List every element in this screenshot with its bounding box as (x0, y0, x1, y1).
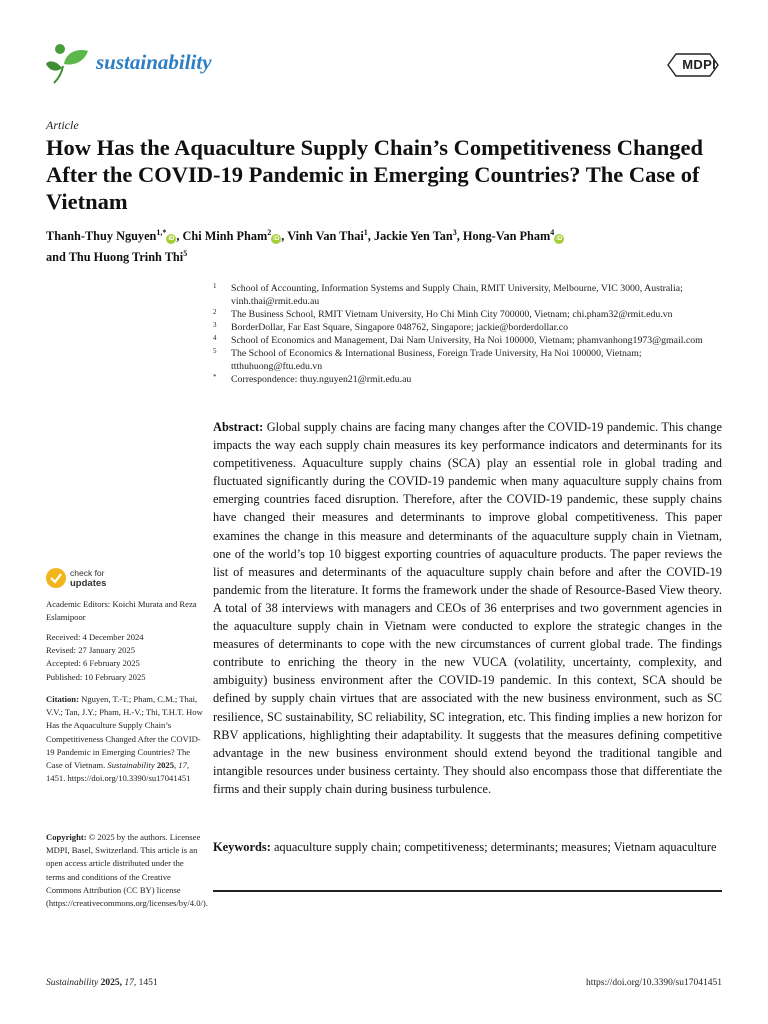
footer-article: 1451 (138, 978, 158, 988)
affiliation-num: 1 (213, 282, 217, 290)
abstract-label: Abstract: (213, 420, 264, 434)
received-date: Received: 4 December 2024 (46, 632, 144, 642)
affiliation-text: The School of Economics & International Business, Foreign Trade University, Ha Noi 100000, Vietnam; ttthuhuong@ftu.edu.vn (231, 348, 642, 372)
article-title: How Has the Aquaculture Supply Chain’s Competitiveness Changed After the COVID-19 Pandemic in Emerging Countries? The Case of Vietnam (46, 135, 703, 214)
abstract-text: Global supply chains are facing many changes after the COVID-19 pandemic. This change impacts the way each supply chain measures its key performance indicators and determinants for its competitiveness. Aquaculture supply chains (SCA) play an essential role in global trading and fluctuated significantly during the COVID-19 pandemic when many aquaculture supply chains from emerging countries faced disruption. Therefore, after the COVID-19 pandemic, these supply chains have changed their measures and determinants to improve global competitiveness. This paper examines the change in this measure and determinants of the aquaculture supply chain in Vietnam, one of the world’s top 10 biggest exporting countries of aquaculture products. The paper reviews the list of measures and determinants of the aquaculture supply chain before and after the COVID-19 pandemic from the literature. It forms the framework under the shade of Resource-Based View theory. A total of 38 interviews with managers and CEOs of 36 enterprises and two government agencies in the aquaculture supply chain in Vietnam were conducted to explore the strategic changes in the measures of determinants to cope with the new circumstances of current global trade. The findings contribute to enriching the theory in the new VUCA (volatility, uncertainty, complexity, and ambiguity) business environment after the COVID-19 pandemic. In this context, SCA should be defined by supply chain virtues that are associated with the new business environment, such as SC resilience, SC sustainability, SC reliability, SC integration, etc. This finding implies a new horizon for RBV applications, highlighting their adaptability. It suggests that the measures defining competitive advantage in the new business environment should extend beyond the traditional tangible and intangible resources under business certainty. They should also encompass those that differentiate the firms and their supply chain during business turbulence. (213, 420, 722, 796)
affiliation-num: 4 (213, 334, 217, 342)
article-type: Article (46, 118, 79, 132)
journal-name[interactable]: sustainability (96, 50, 212, 74)
revised-date: Revised: 27 January 2025 (46, 645, 136, 656)
orcid-icon[interactable]: iD (273, 236, 280, 243)
author-sup: 5 (183, 249, 188, 259)
keywords-text: aquaculture supply chain; competitiveness; determinants; measures; Vietnam aquaculture (273, 840, 717, 854)
author-joiner: and (46, 250, 66, 265)
citation-text: Nguyen, T.-T.; Pham, C.M.; Thai, V.V.; Tan, J.Y.; Pham, H.-V.; Thi, T.H.T. How Has the Aquaculture Supply Chain’s Competitiveness Changed After the COVID-19 Pandemic in Emerging Countries? The Case of Vietnam. (46, 694, 203, 771)
affiliation-text: The Business School, RMIT Vietnam University, Ho Chi Minh City 700000, Vietnam; chi.pham32@rmit.edu.vn (231, 309, 673, 320)
author-name[interactable]: Thu Huong Trinh Thi (68, 250, 184, 265)
citation-journal: Sustainability (107, 760, 155, 771)
footer-doi[interactable]: https://doi.org/10.3390/su17041451 (585, 978, 722, 988)
check-updates-icon (46, 568, 66, 588)
author-sup: 1 (363, 228, 368, 237)
check-updates-badge[interactable] (46, 566, 126, 592)
affiliation-num: * (213, 373, 217, 381)
orcid-icon[interactable]: iD (556, 236, 563, 243)
dates (46, 631, 204, 684)
citation-volume: 17, (178, 760, 190, 771)
author-name[interactable]: Hong-Van Pham (462, 229, 551, 244)
leaf-logo-icon (46, 42, 90, 84)
author-sup: 2 (267, 228, 272, 237)
footer-citation (46, 978, 158, 988)
keywords-label: Keywords: (213, 840, 271, 854)
footer-journal: Sustainability (46, 978, 99, 988)
abstract (213, 418, 722, 798)
journal-header (46, 42, 722, 86)
affiliation-text: School of Accounting, Information Systems and Supply Chain, RMIT University, Melbourne, VIC 3000, Australia; vinh.thai@rmit.edu.au (231, 283, 683, 307)
orcid-icon[interactable]: iD (168, 236, 175, 243)
citation-year: 2025 (156, 760, 174, 771)
check-updates-line1: check for (70, 568, 105, 578)
affiliation (213, 321, 733, 334)
author-name[interactable]: Vinh Van Thai (287, 229, 364, 244)
published-date: Published: 10 February 2025 (46, 671, 146, 682)
check-updates-line2: updates (70, 578, 107, 589)
accepted-date: Accepted: 6 February 2025 (46, 658, 140, 669)
publisher-name: MDPI (682, 57, 716, 72)
copyright-label: Copyright: (46, 832, 87, 842)
citation-doi[interactable]: 1451. https://doi.org/10.3390/su17041451 (46, 773, 191, 784)
affiliation-num: 5 (213, 347, 217, 355)
citation-label: Citation: (46, 694, 79, 704)
author-name[interactable]: Jackie Yen Tan (373, 229, 453, 244)
divider (213, 890, 722, 892)
author-sup: 3 (452, 228, 457, 237)
affiliation-text: School of Economics and Management, Dai Nam University, Ha Noi 100000, Vietnam; phamvanhong1973@gmail.com (231, 335, 703, 346)
affiliation (213, 347, 733, 373)
copyright (46, 831, 208, 910)
affiliation (213, 334, 733, 347)
author-list: Thanh-Thuy Nguyen$^{1,*}$iD , Chi Minh Pham$^2$iD , Vinh Van Thai$^1$, Jackie Yen Tan$^3$, Hong-Van Pham$^4$iD and Thu Huong Trinh Thi$^5$ (46, 228, 563, 265)
affiliation-num: 2 (213, 308, 217, 316)
correspondence (213, 373, 733, 386)
academic-editors: Academic Editors: Koichi Murata and Reza Eslamipoor (46, 599, 197, 623)
author-sup: 4 (550, 228, 555, 237)
citation: Citation: Nguyen, T.-T.; Pham, C.M.; Thai, V.V.; Tan, J.Y.; Pham, H.-V.; Thi, T.H.T. How Has the Aquaculture Supply Chain’s Competitiveness Changed After the COVID-19 Pandemic in Emerging Countries? The Case of Vietnam. Sustainability 2025, 17, 1451. https://doi.org/10.3390/su17041451 (46, 694, 203, 784)
affiliation-num: 3 (213, 321, 217, 329)
author-name[interactable]: Thanh-Thuy Nguyen (46, 229, 157, 244)
keywords (213, 838, 722, 856)
affiliation-text: BorderDollar, Far East Square, Singapore 048762, Singapore; jackie@borderdollar.co (231, 322, 569, 333)
affiliation (213, 308, 733, 321)
author-sup: 1,* (156, 228, 167, 237)
copyright-text: © 2025 by the authors. Licensee MDPI, Basel, Switzerland. This article is an open access article distributed under the terms and conditions of the Creative Commons Attribution (CC BY) license (https://creativecommons.org/licenses/by/4.0/). (46, 832, 208, 909)
footer-year: 2025, (100, 978, 122, 988)
affiliations (213, 282, 733, 386)
footer-volume: 17, (124, 978, 137, 988)
affiliation (213, 282, 733, 308)
author-name[interactable]: Chi Minh Pham (182, 229, 268, 244)
affiliation-text: Correspondence: thuy.nguyen21@rmit.edu.au (231, 374, 412, 385)
